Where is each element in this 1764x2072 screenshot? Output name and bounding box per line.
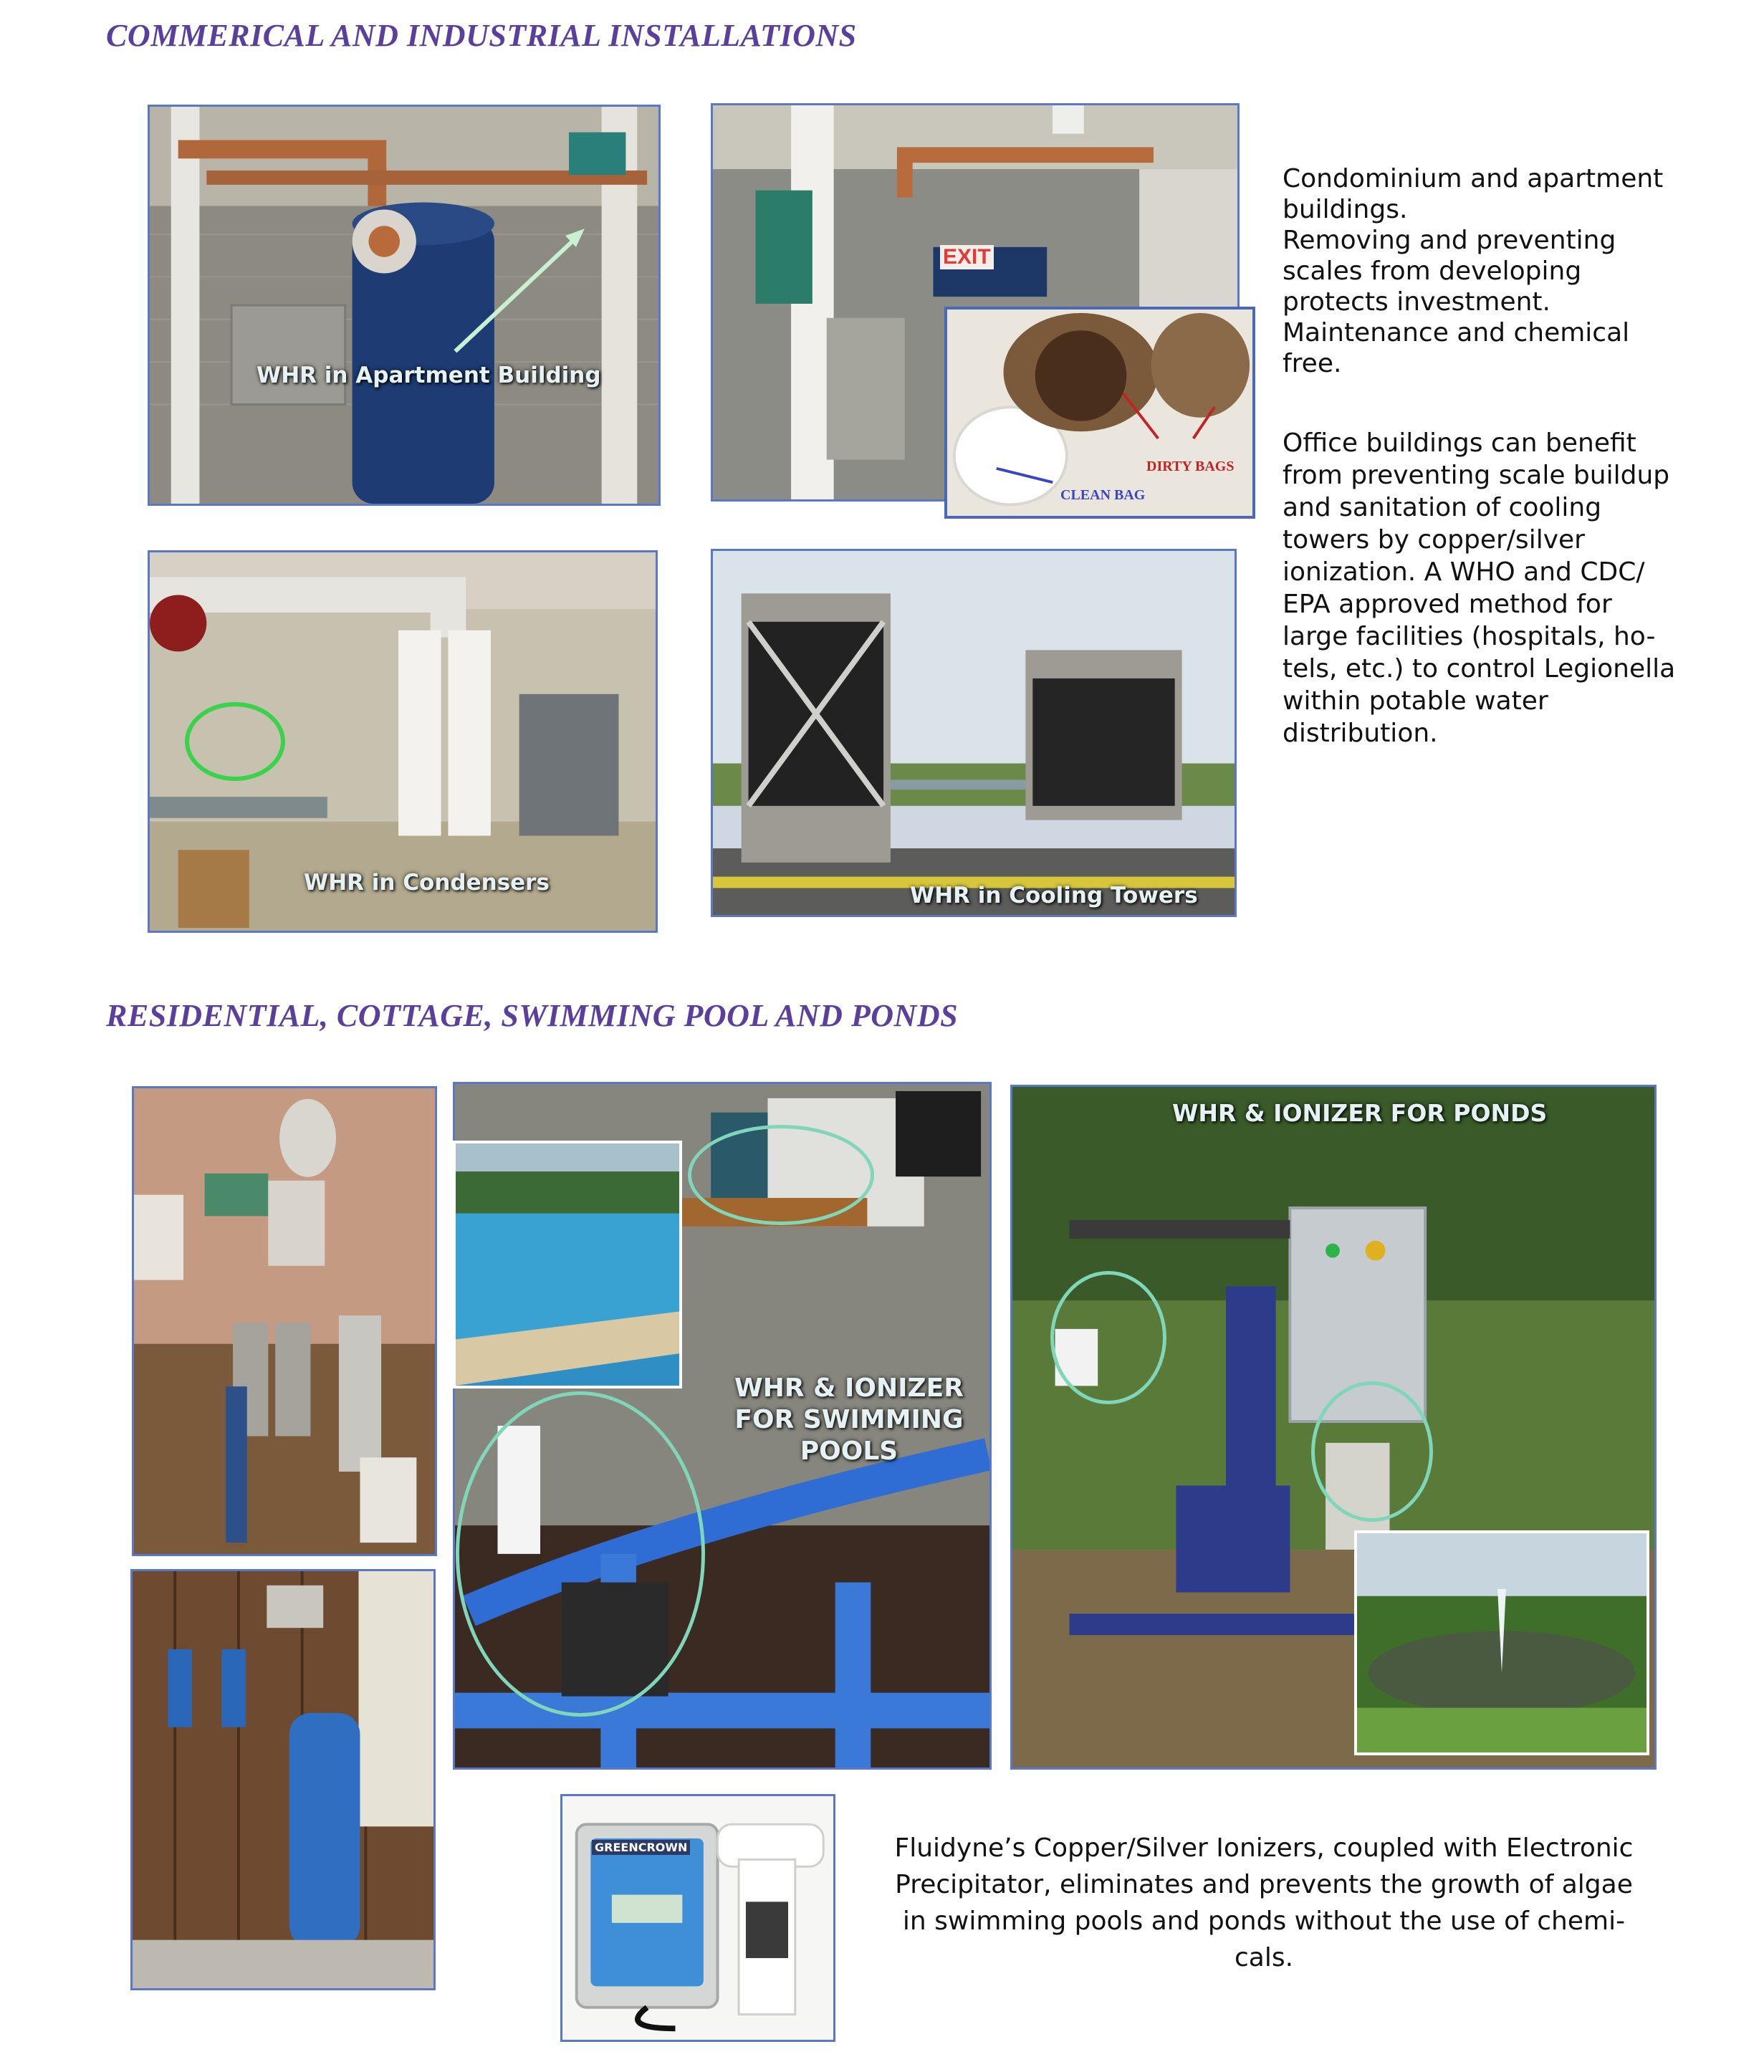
inset-pool bbox=[453, 1141, 682, 1388]
label-dirty-bags: DIRTY BAGS bbox=[1146, 459, 1235, 474]
residential-paragraph: Fluidyne’s Copper/Silver Ionizers, coupled with Electronic Precipitator, eliminates and prevents the growth of algae in swimming pools and ponds without the use of chemi- cals. bbox=[894, 1833, 1634, 1972]
caption-cooling-towers: WHR in Cooling Towers bbox=[910, 883, 1198, 908]
pool-pump-highlight-ring bbox=[456, 1391, 705, 1717]
photo-cottage-tank bbox=[130, 1569, 436, 1990]
label-clean-bag: CLEAN BAG bbox=[1060, 487, 1146, 503]
photo-cottage-filters bbox=[132, 1086, 437, 1556]
pond-fitting-highlight-ring bbox=[1050, 1271, 1166, 1404]
caption-ponds: WHR & IONIZER FOR PONDS bbox=[1172, 1099, 1548, 1127]
pool-device-highlight-ring bbox=[688, 1125, 874, 1225]
pond-device-highlight-ring bbox=[1311, 1381, 1433, 1522]
caption-swimming-pools: WHR & IONIZER FOR SWIMMING POOLS bbox=[734, 1373, 964, 1466]
commercial-section-title: COMMERICAL AND INDUSTRIAL INSTALLATIONS bbox=[106, 18, 857, 53]
device-brand-label: GREENCROWN bbox=[592, 1840, 690, 1855]
photo-cooling-towers bbox=[711, 549, 1237, 917]
condenser-highlight-ring bbox=[185, 702, 285, 781]
exit-sign: EXIT bbox=[940, 245, 994, 269]
commercial-paragraph-1: Condominium and apartment buildings. Removing and preventing scales from developing protects investment. Maintenance and chemical free. bbox=[1283, 164, 1664, 378]
photo-ionizer-device bbox=[560, 1794, 835, 2042]
caption-condensers: WHR in Condensers bbox=[304, 870, 550, 896]
inset-pond-fountain bbox=[1354, 1530, 1649, 1755]
photo-apartment-building bbox=[148, 105, 661, 506]
residential-section-title: RESIDENTIAL, COTTAGE, SWIMMING POOL AND PONDS bbox=[106, 998, 959, 1033]
caption-apartment-building: WHR in Apartment Building bbox=[257, 363, 601, 388]
commercial-paragraph-2: Office buildings can benefit from preventing scale buildup and sanitation of cooling towers by copper/silver ionization. A WHO and CDC/ EPA approved method for large facilities (hospitals, ho- tels, etc.) to control Legionella within potable water distribution. bbox=[1283, 428, 1676, 748]
